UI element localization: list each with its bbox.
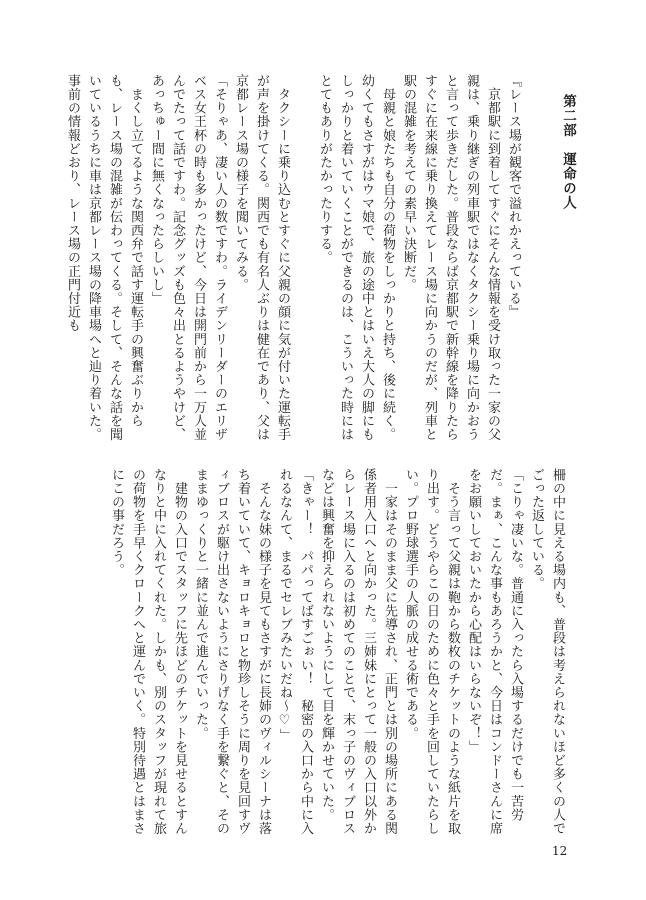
paragraph: 母親と娘たちも自分の荷物をしっかりと持ち、後に続く。幼くてもさすがはウマ娘で、旅の途中とはいえ大人の脚にもしっかりと着いていくことができるのは、こういった時にはとてもありがたかったりする。 <box>317 74 395 442</box>
paragraph: 「こりゃ凄いな。普通に入ったら入場するだけでも一苦労だ。まぁ、こんな事もあろうかと、今日はコンドーさんに席をお願いしておいたから心配はいらないぞ！」 <box>466 468 523 836</box>
blank-line <box>293 74 314 450</box>
upper-text-block <box>65 74 524 450</box>
page-number: 12 <box>552 844 568 858</box>
paragraph: 「きゃー！ パパってばすごぉい！ 秘密の入口から中に入れるなんて、まるでセレブみたいだね～♡」 <box>277 468 313 836</box>
paragraph: そんな妹の様子を見てもさすがに長姉のヴィルシーナは落ち着いていて、キョロキョロと物珍しそうに周りを見回すヴィブロスが駆け出さないようにさりげなく手を繋ぐと、そのままゆっくりと一緒に並んで進んでいった。 <box>193 468 271 836</box>
paragraph: 柵の中に見える場内も、普段は考えられないほど多くの人でごった返している。 <box>529 468 565 836</box>
paragraph: タクシーに乗り込むとすぐに父親の顔に気が付いた運転手が声を掛けてくる。関西でも有名人ぶりは健在であり、父は京都レース場の様子を聞いてみる。 <box>233 74 290 442</box>
paragraph: 『レース場が観客で溢れかえっている』 <box>506 74 521 319</box>
paragraph: そう言って父親は鞄から数枚のチケットのような紙片を取り出す。どうやらこの日のために色々と手を回していたらしい。プロ野球選手の人脈の成せる術である。 <box>403 468 460 836</box>
chapter-heading: 第二部 運命の人 <box>560 94 576 210</box>
paragraph: 「そりゃあ、凄い人の数ですわ。ライデンリーダーのエリザベス女王杯の時も多かったけど、今日は開門前から一万人並んでたって話ですわ。記念グッズも色々出とるようやけど、あっちゅー間に無くなったらしいし」 <box>149 74 227 442</box>
lower-text-block <box>84 468 568 840</box>
paragraph: 一家はそのまま父に先導され、正門とは別の場所にある関係者用入口へと向かった。三姉妹にとって一般の入口以外からレース場に入るのは初めてのことで、末っ子のヴィブロスなどは興奮を抑えられないようにして目を輝かせていた。 <box>319 468 397 836</box>
paragraph: 京都駅に到着してすぐにそんな情報を受け取った一家の父親は、乗り継ぎの列車駅ではなくタクシー乗り場に向かおうと言って歩きだした。普段ならば京都駅で新幹線を降りたらすぐに在来線に乗り換えてレース場に向かうのだが、列車と駅の混雑を考えての素早い決断だ。 <box>401 74 500 442</box>
paragraph: 建物の入口でスタッフに先ほどのチケットを見せるとすんなりと中に入れてくれた。しかも、別のスタッフが現れて旅の荷物を手早くクロークへと運んでいく。特別待遇とはまさにこの事だろう。 <box>109 468 187 836</box>
paragraph: まくし立てるような関西弁で話す運転手の興奮ぶりからも、レース場の混雑が伝わってくる。そして、そんな話を聞いているうちに車は京都レース場の降車場へと辿り着いた。事前の情報どおり、レース場の正門付近も <box>65 74 143 442</box>
